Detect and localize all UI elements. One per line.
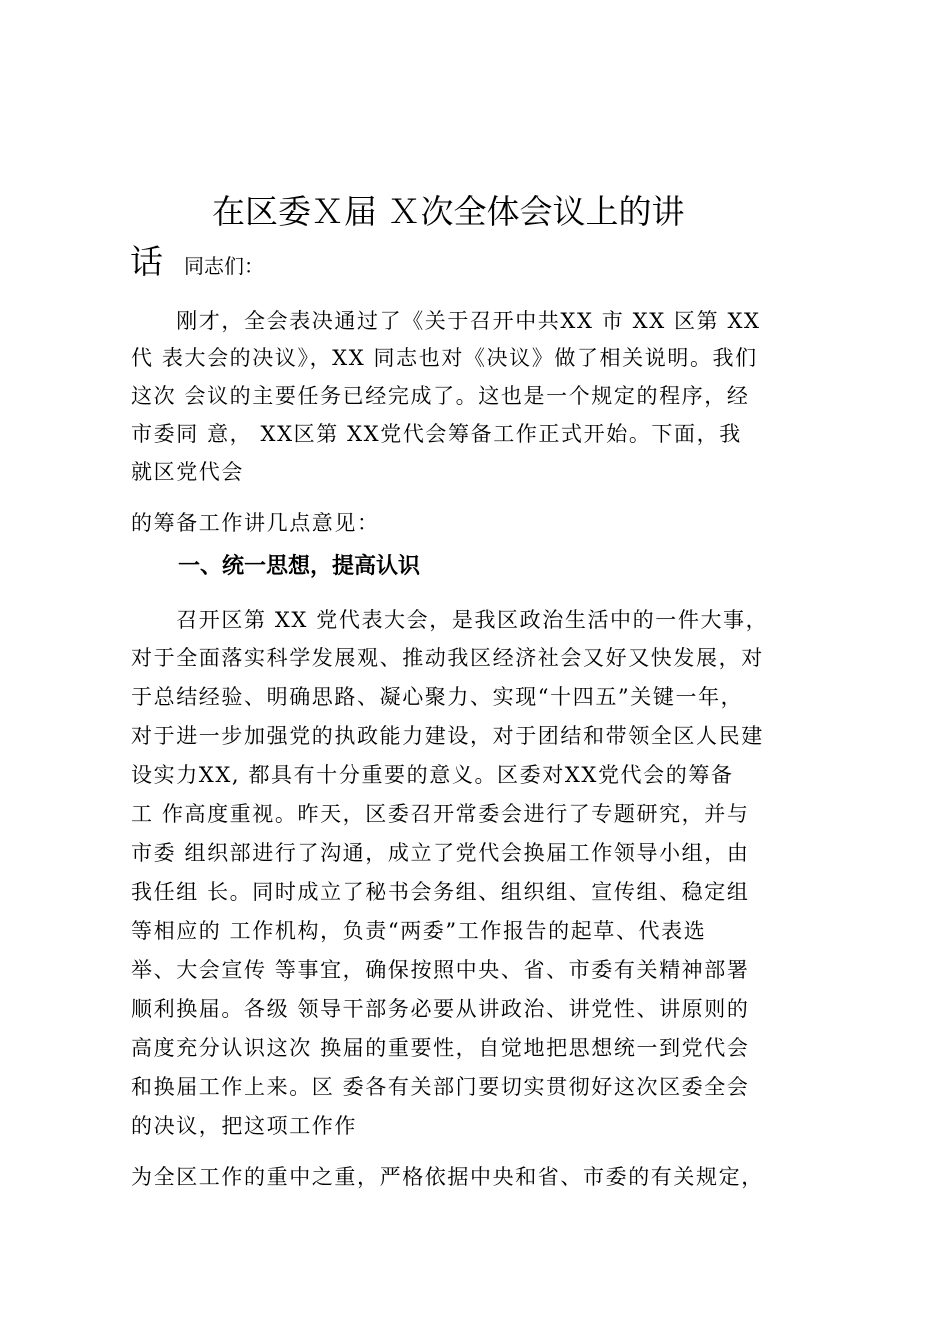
paragraph-line: 代 表大会的决议》，XX 同志也对《决议》做了相关说明。我们 (131, 346, 758, 370)
paragraph-line: 市委 组织部进行了沟通，成立了党代会换届工作领导小组，由 (131, 841, 750, 865)
document-title: 在区委Ｘ届 Ｘ次全体会议上的讲 (212, 192, 685, 231)
paragraph-line: 等相应的 工作机构，负责“两委”工作报告的起草、代表选 (131, 919, 707, 943)
paragraph-line: 的决议，把这项工作作 (131, 1114, 357, 1138)
paragraph-line: 这次 会议的主要任务已经完成了。这也是一个规定的程序，经 (131, 384, 750, 408)
paragraph-line: 工 作高度重视。昨天，区委召开常委会进行了专题研究，并与 (131, 802, 750, 826)
paragraph-line: 为全区工作的重中之重，严格依据中央和省、市委的有关规定， (131, 1165, 764, 1189)
paragraph-line: 对于进一步加强党的执政能力建设，对于团结和带领全区人民建 (131, 724, 764, 748)
document-title-continuation: 话 (130, 242, 163, 281)
paragraph-line: 召开区第 XX 党代表大会，是我区政治生活中的一件大事， (131, 608, 769, 632)
paragraph-line: 市委同 意， XX区第 XX党代会筹备工作正式开始。下面，我 (131, 422, 742, 446)
paragraph-line: 和换届工作上来。区 委各有关部门要切实贯彻好这次区委全会 (131, 1075, 750, 1099)
paragraph-line: 顺利换届。各级 领导干部务必要从讲政治、讲党性、讲原则的 (131, 997, 750, 1021)
paragraph-line: 高度充分认识这次 换届的重要性，自觉地把思想统一到党代会 (131, 1036, 750, 1060)
section-heading: 一、统一思想，提高认识 (178, 554, 421, 579)
salutation: 同志们： (184, 254, 264, 278)
paragraph-line: 的筹备工作讲几点意见： (131, 511, 380, 535)
paragraph-line: 刚才，全会表决通过了《关于召开中共XX 市 XX 区第 XX (131, 309, 761, 333)
paragraph-line: 就区党代会 (131, 460, 244, 484)
paragraph-line: 于总结经验、明确思路、凝心聚力、实现“十四五”关键一年， (131, 685, 744, 709)
paragraph-line: 我任组 长。同时成立了秘书会务组、组织组、宣传组、稳定组 (131, 880, 750, 904)
paragraph-line: 设实力XX, 都具有十分重要的意义。区委对XX党代会的筹备 (131, 763, 734, 787)
paragraph-line: 对于全面落实科学发展观、推动我区经济社会又好又快发展，对 (131, 646, 764, 670)
paragraph-line: 举、大会宣传 等事宜，确保按照中央、省、市委有关精神部署 (131, 958, 750, 982)
